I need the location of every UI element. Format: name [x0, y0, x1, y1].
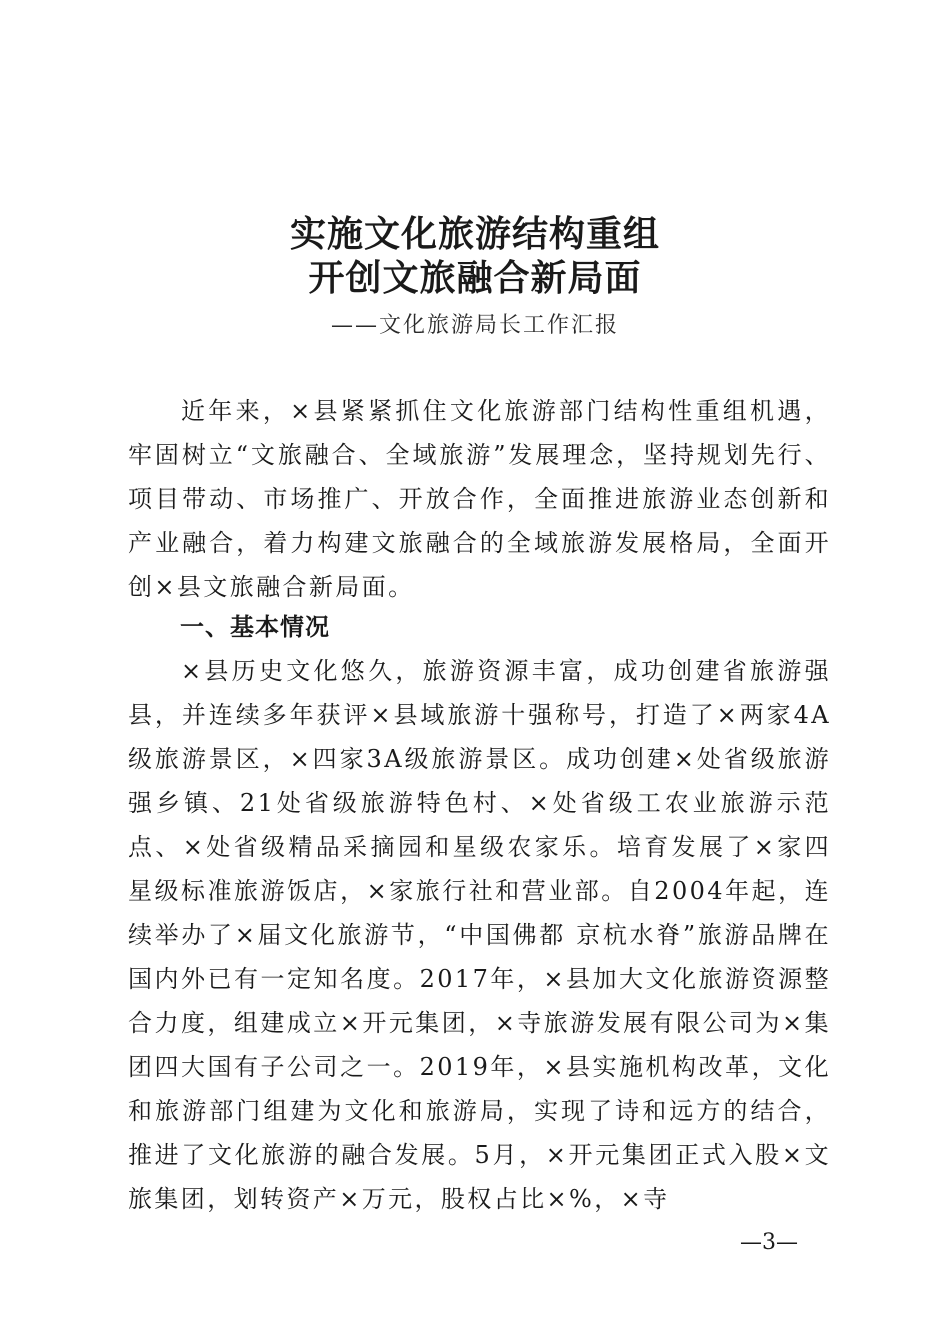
- section-paragraph-basic-situation: ×县历史文化悠久，旅游资源丰富，成功创建省旅游强县，并连续多年获评×县域旅游十强称号，打造了×两家4A级旅游景区，×四家3A级旅游景区。成功创建×处省级旅游强乡镇、21处省级旅游特色村、×处省级工农业旅游示范点、×处省级精品采摘园和星级农家乐。培育发展了×家四星级标准旅游饭店，×家旅行社和营业部。自2004年起，连续举办了×届文化旅游节，“中国佛都 京杭水脊”旅游品牌在国内外已有一定知名度。2017年，×县加大文化旅游资源整合力度，组建成立×开元集团，×寺旅游发展有限公司为×集团四大国有子公司之一。2019年，×县实施机构改革，文化和旅游部门组建为文化和旅游局，实现了诗和远方的结合，推进了文化旅游的融合发展。5月，×开元集团正式入股×文旅集团，划转资产×万元，股权占比×%，×寺: [128, 657, 831, 1213]
- document-subtitle: ——文化旅游局长工作汇报: [330, 313, 619, 338]
- page-number: —3—: [740, 1230, 798, 1255]
- intro-paragraph: 近年来，×县紧紧抓住文化旅游部门结构性重组机遇，牢固树立“文旅融合、全域旅游”发展理念，坚持规划先行、项目带动、市场推广、开放合作，全面推进旅游业态创新和产业融合，着力构建文旅融合的全域旅游发展格局，全面开创×县文旅融合新局面。: [128, 397, 831, 601]
- section-heading-basic-situation: 一、基本情况: [180, 613, 330, 641]
- document-title-line-1: 实施文化旅游结构重组: [289, 213, 660, 255]
- document-title-line-2: 开创文旅融合新局面: [308, 257, 642, 299]
